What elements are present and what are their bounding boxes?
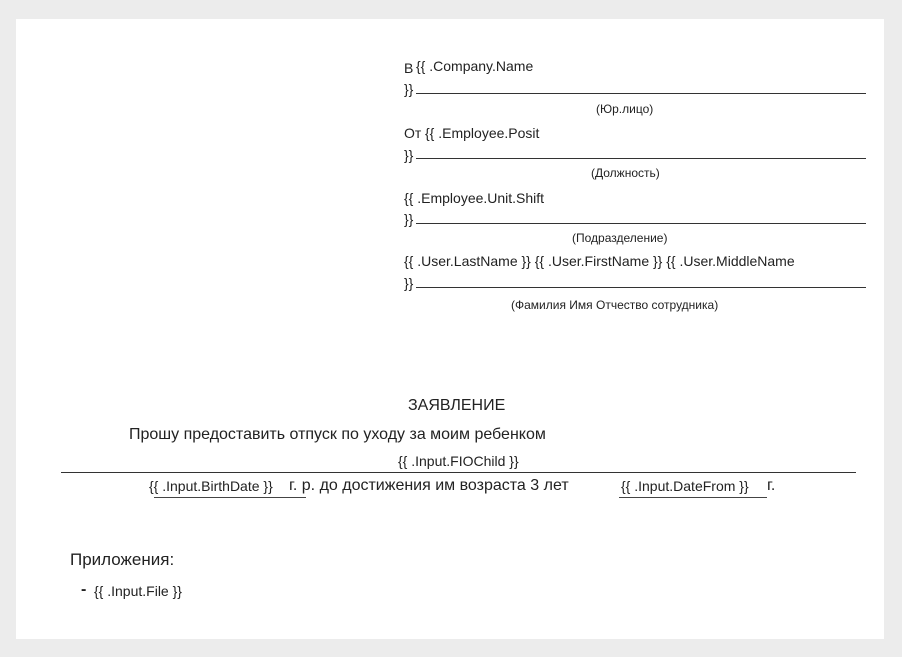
- date-from-underline: [619, 497, 767, 498]
- birth-date-field: {{ .Input.BirthDate }}: [149, 478, 273, 494]
- child-name-field: {{ .Input.FIOChild }}: [398, 453, 519, 469]
- request-text: Прошу предоставить отпуск по уходу за моим ребенком: [129, 426, 546, 443]
- date-end-text: г.: [767, 477, 776, 494]
- position-underline: [416, 158, 866, 159]
- company-caption: (Юр.лицо): [596, 102, 654, 116]
- position-prefix: От: [404, 125, 422, 141]
- position-field-end: }}: [404, 147, 414, 163]
- fio-caption: (Фамилия Имя Отчество сотрудника): [511, 298, 719, 312]
- date-from-field: {{ .Input.DateFrom }}: [621, 478, 749, 494]
- company-field-end: }}: [404, 81, 414, 97]
- company-underline: [416, 93, 866, 94]
- fio-field-end: }}: [404, 275, 414, 291]
- attachment-file-field: {{ .Input.File }}: [94, 583, 182, 599]
- birth-date-underline: [154, 497, 306, 498]
- unit-field-end: }}: [404, 211, 414, 227]
- unit-caption: (Подразделение): [572, 231, 668, 245]
- fio-underline: [416, 287, 866, 288]
- fio-field: {{ .User.LastName }} {{ .User.FirstName }} {{ .User.MiddleName: [404, 253, 795, 269]
- attachments-heading: Приложения:: [70, 550, 175, 569]
- position-field: {{ .Employee.Posit: [425, 125, 540, 141]
- unit-underline: [416, 223, 866, 224]
- document-title: ЗАЯВЛЕНИЕ: [408, 397, 506, 414]
- child-underline: [61, 472, 856, 473]
- document-page: [16, 19, 884, 639]
- age-text: г. р. до достижения им возраста 3 лет: [289, 477, 569, 494]
- attachment-bullet: -: [81, 581, 87, 598]
- position-caption: (Должность): [591, 166, 660, 180]
- company-prefix: В: [404, 60, 414, 76]
- unit-field: {{ .Employee.Unit.Shift: [404, 190, 545, 206]
- company-field: {{ .Company.Name: [416, 58, 534, 74]
